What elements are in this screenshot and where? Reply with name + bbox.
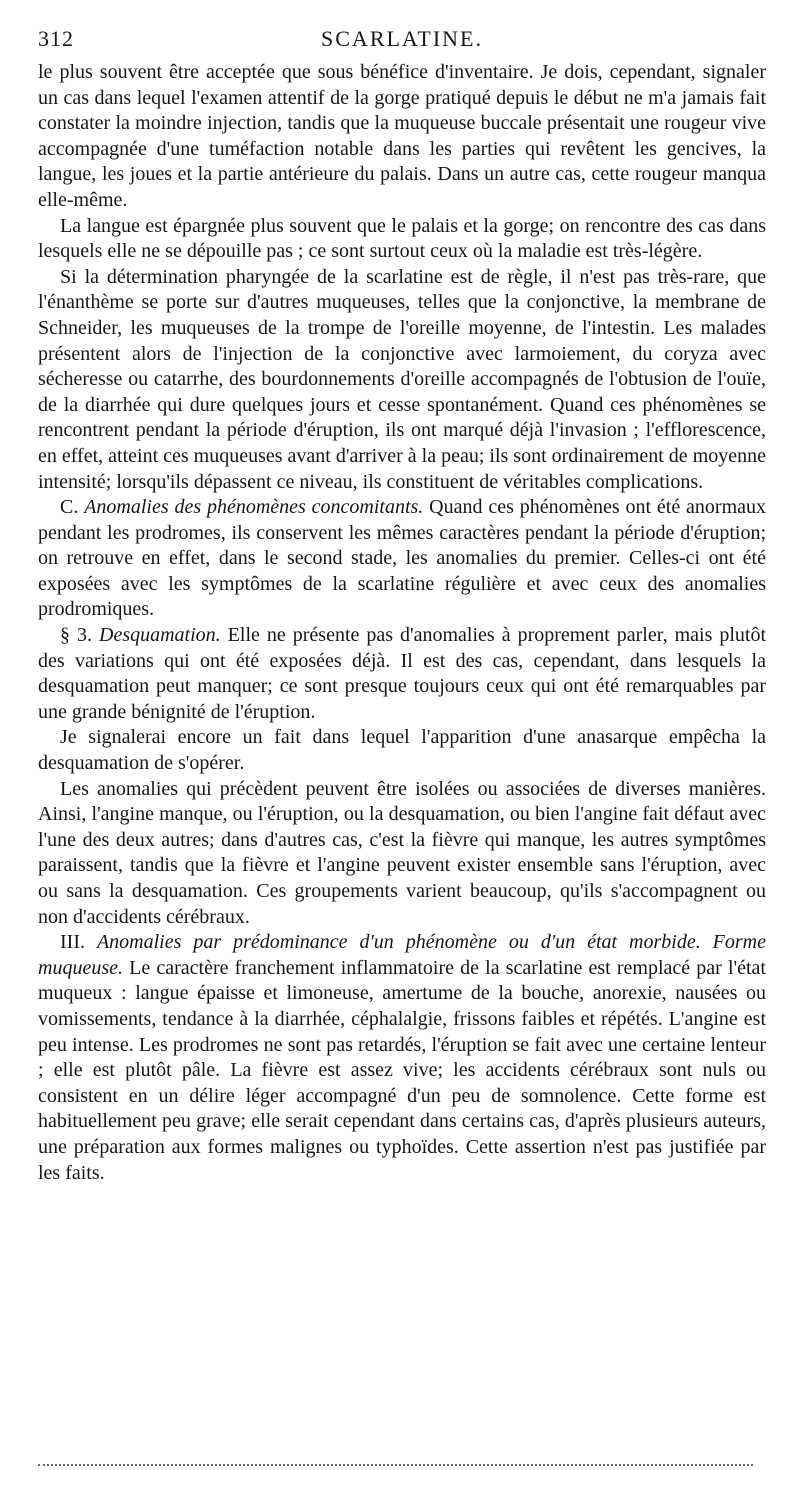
book-page	[38, 22, 766, 1186]
paragraph-6	[38, 725, 766, 776]
paragraph-2	[38, 214, 766, 265]
section-label-3: § 3.	[60, 624, 92, 647]
page-number: 312	[38, 26, 74, 51]
paragraph-4-text: Quand ces phénomènes ont été anormaux pendant les prodromes, ils conservent les mêmes caractères pendant la période d'éruption; on retrouve en effet, dans le second stade, les anomalies du premier. Celles-ci ont été exposées avec les symptômes de la scarlatine régulière et avec ceux des anomalies prodromiques.	[38, 496, 767, 621]
paragraph-6-text: Je signalerai encore un fait dans lequel l'apparition d'une anasarque empêcha la desquamation de s'opérer.	[38, 726, 766, 775]
paragraph-5	[38, 623, 766, 725]
paragraph-1-text: le plus souvent être acceptée que sous bénéfice d'inventaire. Je dois, cependant, signaler un cas dans lequel l'examen attentif de la gorge pratiqué depuis le début ne m'a jamais fait constater la moindre injection, tandis que la muqueuse buccale présentait une rougeur vive accompagnée d'une tuméfaction notable dans les parties qui revêtent les gencives, la langue, les joues et la partie antérieure du palais. Dans un autre cas, cette rougeur manqua elle-même.	[38, 61, 766, 211]
paragraph-3	[38, 265, 766, 495]
section-heading-predominance: Anomalies par prédominance d'un phénomène ou d'un état morbide. Forme muqueuse.	[38, 931, 767, 979]
bottom-dotted-rule	[38, 1464, 753, 1466]
paragraph-8-text: Le caractère franchement inflammatoire de la scarlatine est remplacé par l'état muqueux : langue épaisse et limoneuse, amertume de la bouche, anorexie, nausées ou vomissements, tendance à la diarrhée, céphalalgie, frissons faibles et répétés. L'angine est peu intense. Les prodromes ne sont pas retardés, l'éruption se fait avec une certaine lenteur ; elle est plutôt pâle. La fièvre est assez vive; les accidents cérébraux sont nuls ou consistent en un délire léger accompagné d'un peu de somnolence. Cette forme est habituellement peu grave; elle serait cependant dans certains cas, d'après plusieurs auteurs, une préparation aux formes malignes ou typhoïdes. Cette assertion n'est pas justifiée par les faits.	[38, 956, 766, 1184]
paragraph-2-text: La langue est épargnée plus souvent que le palais et la gorge; on rencontre des cas dans lesquels elle ne se dépouille pas ; ce sont surtout ceux où la maladie est très-légère.	[38, 214, 766, 263]
paragraph-3-text: Si la détermination pharyngée de la scarlatine est de règle, il n'est pas très-rare, que l'énanthème se porte sur d'autres muqueuses, telles que la conjonctive, la membrane de Schneider, les muqueuses de la trompe de l'oreille moyenne, de l'intestin. Les malades présentent alors de l'injection de la conjonctive avec larmoiement, du coryza avec sécheresse ou catarrhe, des bourdonnements d'oreille accompagnés de l'obtusion de l'ouïe, de la diarrhée qui dure quelques jours et cesse spontanément. Quand ces phénomènes se rencontrent pendant la période d'éruption, ils ont marqué déjà l'invasion ; l'efflorescence, en effet, atteint ces muqueuses avant d'arriver à la peau; ils sont ordinairement de moyenne intensité; lorsqu'ils dépassent ce niveau, ils constituent de véritables complications.	[38, 265, 766, 493]
body-text	[38, 60, 766, 1186]
section-heading-concomitants: Anomalies des phénomènes concomitants.	[84, 496, 424, 519]
paragraph-5-text: Elle ne présente pas d'anomalies à proprement parler, mais plutôt des variations qui ont été exposées déjà. Il est des cas, cependant, dans lesquels la desquamation peut manquer; ce sont presque toujours ceux qui ont été remarquables par une grande bénignité de l'éruption.	[38, 624, 767, 723]
section-label-iii: III.	[60, 931, 85, 954]
section-heading-desquamation: Desquamation.	[99, 624, 221, 647]
running-head	[38, 22, 766, 56]
paragraph-8	[38, 930, 766, 1186]
section-label-c: C.	[60, 496, 79, 519]
paragraph-7	[38, 777, 766, 931]
running-title: SCARLATINE.	[321, 26, 483, 51]
paragraph-1	[38, 60, 766, 214]
paragraph-4	[38, 495, 766, 623]
paragraph-7-text: Les anomalies qui précèdent peuvent être isolées ou associées de diverses manières. Ainsi, l'angine manque, ou l'éruption, ou la desquamation, ou bien l'angine fait défaut avec l'une des deux autres; dans d'autres cas, c'est la fièvre qui manque, les autres symptômes paraissent, tandis que la fièvre et l'angine peuvent exister ensemble sans l'éruption, avec ou sans la desquamation. Ces groupements varient beaucoup, qu'ils s'accompagnent ou non d'accidents cérébraux.	[38, 777, 766, 928]
